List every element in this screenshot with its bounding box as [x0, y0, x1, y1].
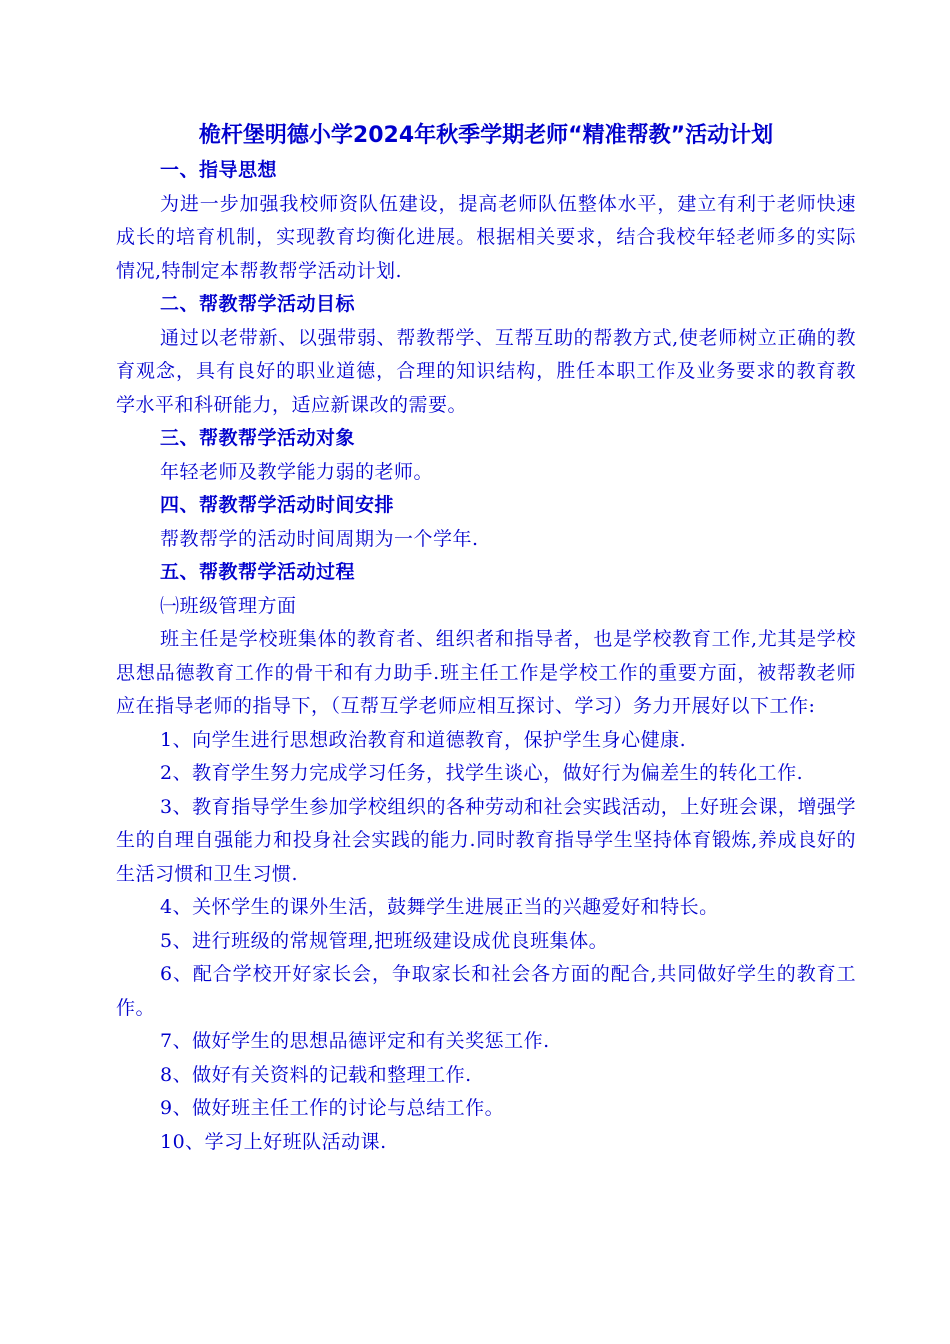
paragraph: ㈠班级管理方面: [160, 594, 297, 617]
paragraph: 6、配合学校开好家长会，争取家长和社会各方面的配合,共同做好学生的教育工作。: [116, 963, 856, 1019]
paragraph: 为进一步加强我校师资队伍建设，提高老师队伍整体水平，建立有利于老师快速成长的培育机制，实现教育均衡化进展。根据相关要求，结合我校年轻老师多的实际情况,特制定本帮教帮学活动计划.: [116, 192, 856, 282]
paragraph: 3、教育指导学生参加学校组织的各种劳动和社会实践活动，上好班会课，增强学生的自理自强能力和投身社会实践的能力.同时教育指导学生坚持体育锻炼,养成良好的生活习惯和卫生习惯.: [116, 795, 856, 885]
section-heading: 一、指导思想: [160, 159, 278, 181]
paragraph: 通过以老带新、以强带弱、帮教帮学、互帮互助的帮教方式,使老师树立正确的教育观念，具有良好的职业道德，合理的知识结构，胜任本职工作及业务要求的教育教学水平和科研能力，适应新课改的需要。: [116, 326, 856, 416]
paragraph: 1、向学生进行思想政治教育和道德教育，保护学生身心健康.: [160, 728, 687, 751]
paragraph: 9、做好班主任工作的讨论与总结工作。: [160, 1097, 505, 1119]
paragraph: 10、学习上好班队活动课.: [160, 1130, 387, 1153]
document-body: [116, 154, 856, 1159]
paragraph: 年轻老师及教学能力弱的老师。: [160, 460, 434, 483]
section-heading: 四、帮教帮学活动时间安排: [160, 494, 395, 516]
paragraph: 2、教育学生努力完成学习任务，找学生谈心，做好行为偏差生的转化工作.: [160, 762, 804, 784]
paragraph: 帮教帮学的活动时间周期为一个学年.: [160, 527, 479, 550]
paragraph: 7、做好学生的思想品德评定和有关奖惩工作.: [160, 1030, 550, 1052]
document-content: [116, 118, 856, 1159]
section-heading: 二、帮教帮学活动目标: [160, 293, 356, 315]
section-heading: 五、帮教帮学活动过程: [160, 561, 356, 583]
section-heading: 三、帮教帮学活动对象: [160, 427, 356, 449]
paragraph: 4、关怀学生的课外生活，鼓舞学生进展正当的兴趣爱好和特长。: [160, 896, 719, 918]
paragraph: 班主任是学校班集体的教育者、组织者和指导者，也是学校教育工作,尤其是学校思想品德教育工作的骨干和有力助手.班主任工作是学校工作的重要方面，被帮教老师应在指导老师的指导下，（互帮互学老师应相互探讨、学习）务力开展好以下工作:: [116, 628, 856, 717]
paragraph: 8、做好有关资料的记载和整理工作.: [160, 1063, 472, 1086]
document-title: 桅杆堡明德小学2024年秋季学期老师“精准帮教”活动计划: [198, 123, 774, 148]
paragraph: 5、进行班级的常规管理,把班级建设成优良班集体。: [160, 929, 609, 952]
